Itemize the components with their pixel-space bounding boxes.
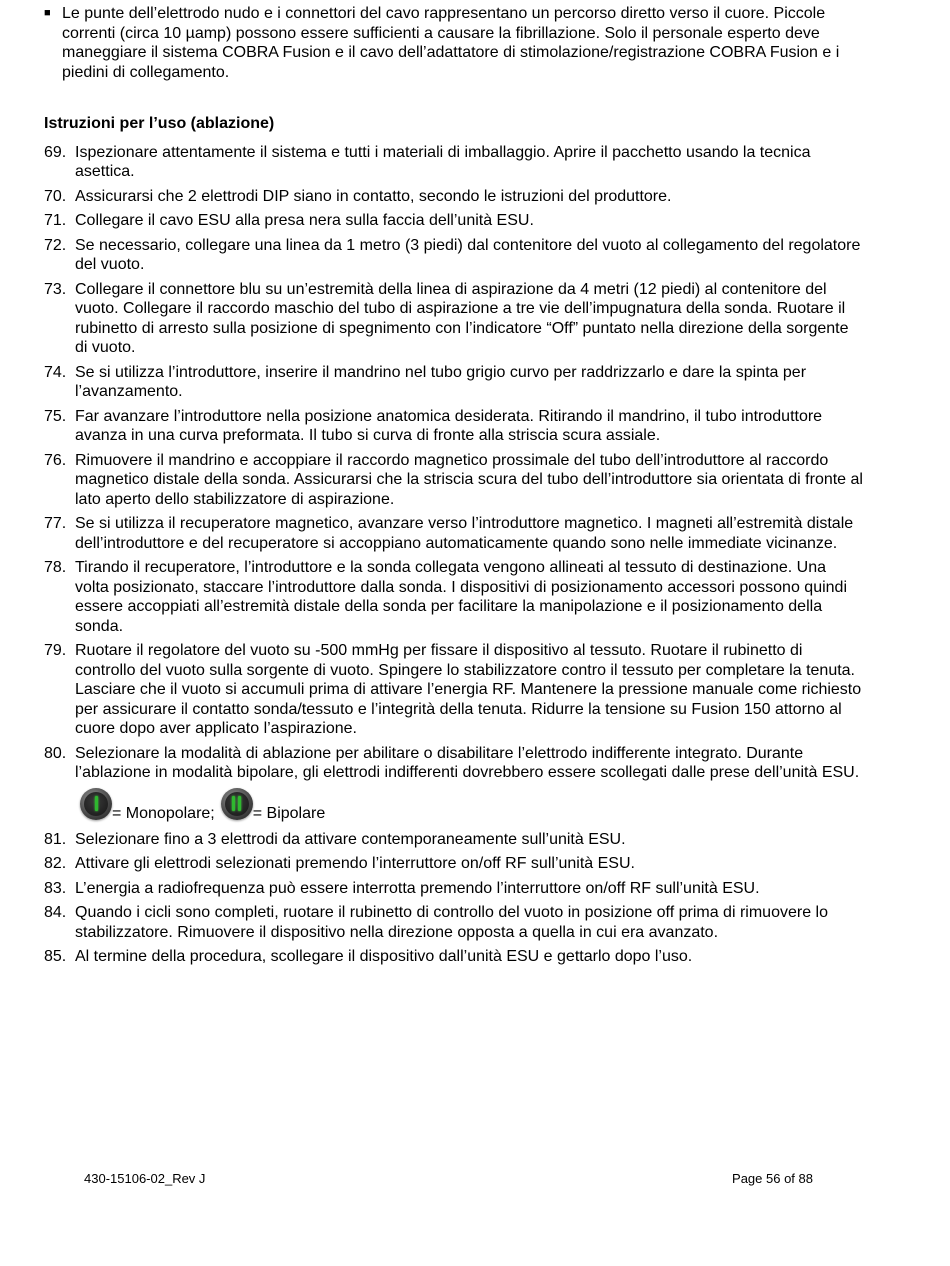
step-number: 82. [44,855,67,872]
step-number: 74. [44,363,67,381]
step-number: 71. [44,212,67,229]
monopolar-label: = Monopolare; [112,805,215,822]
step-number: 69. [44,143,67,161]
step-number: 72. [44,236,67,254]
step-item [44,451,864,510]
step-text: Collegare il connettore blu su un’estremità della linea di aspirazione da 4 metri (12 piedi) al contenitore del vuoto. Collegare il raccordo maschio del tubo di aspirazione a tre vie dell’impugnatura della sonda. Ruotare il rubinetto di arresto sulla posizione di spegnimento con l’indicatore “Off” puntato nella direzione della sorgente di vuoto. [75,280,849,356]
step-item [44,830,864,850]
step-text: Tirando il recuperatore, l’introduttore e la sonda collegata vengono allineati al tessuto di destinazione. Una volta posizionato, staccare l’introduttore dalla sonda. I dispositivi di posizionamento accessori possono quindi essere accoppiati all’estremità distale della sonda per facilitare la manipolazione e il posizionamento della sonda. [75,559,847,635]
step-item [44,280,864,358]
bullet-marker: ■ [44,7,51,19]
bipolar-label: = Bipolare [252,805,326,822]
page-footer [84,1171,813,1186]
step-number: 78. [44,559,67,576]
step-item [44,236,864,275]
step-item [44,744,864,783]
step-item [44,514,864,553]
step-number: 73. [44,280,67,298]
warning-bullet [44,4,864,82]
step-text: Assicurarsi che 2 elettrodi DIP siano in contatto, secondo le istruzioni del produttore. [75,187,672,205]
step-text: Ispezionare attentamente il sistema e tutti i materiali di imballaggio. Aprire il pacchetto usando la tecnica asettica. [75,143,811,180]
step-text: Se necessario, collegare una linea da 1 metro (3 piedi) dal contenitore del vuoto al collegamento del regolatore del vuoto. [75,236,861,273]
step-item [44,947,864,967]
step-text: Ruotare il regolatore del vuoto su -500 mmHg per fissare il dispositivo al tessuto. Ruotare il rubinetto di controllo del vuoto sulla sorgente di vuoto. Spingere lo stabilizzatore contro il tessuto per completare la tenuta. Lasciare che il vuoto si accumuli prima di attivare l’energia RF. Mantenere la pressione manuale come richiesto per assicurare il contatto sonda/tessuto e l’integrità della tenuta. Ridurre la tensione su Fusion 150 attorno al cuore dopo aver applicato l’aspirazione. [75,642,862,737]
ablation-mode-legend [80,788,864,824]
step-number: 85. [44,948,67,965]
step-item [44,187,864,207]
step-item [44,363,864,402]
steps-list [44,143,864,783]
step-text: L’energia a radiofrequenza può essere interrotta premendo l’interruttore on/off RF sull’unità ESU. [75,879,760,897]
step-number: 77. [44,515,67,532]
step-number: 83. [44,879,67,897]
page-number: Page 56 of 88 [732,1171,813,1186]
step-number: 79. [44,642,67,659]
step-text: Selezionare la modalità di ablazione per abilitare o disabilitare l’elettrodo indifferente integrato. Durante l’ablazione in modalità bipolare, gli elettrodi indifferenti dovrebbero essere scollegati dalle prese dell’unità ESU. [75,744,860,781]
step-text: Selezionare fino a 3 elettrodi da attivare contemporaneamente sull’unità ESU. [75,830,626,848]
step-text: Se si utilizza l’introduttore, inserire il mandrino nel tubo grigio curvo per raddrizzarlo e dare la spinta per l’avanzamento. [75,363,807,400]
warning-text: Le punte dell’elettrodo nudo e i connettori del cavo rappresentano un percorso diretto verso il cuore. Piccole correnti (circa 10 µamp) possono essere sufficienti a causare la fibrillazione. Solo il personale esperto deve maneggiare il sistema COBRA Fusion e il cavo dell’adattatore di stimolazione/registrazione COBRA Fusion e i piedini di collegamento. [62,5,840,81]
step-item [44,558,864,636]
document-id: 430-15106-02_Rev J [84,1171,206,1186]
step-item [44,211,864,231]
step-text: Se si utilizza il recuperatore magnetico, avanzare verso l’introduttore magnetico. I magneti all’estremità distale dell’introduttore e del recuperatore si accoppiano automaticamente quando sono nelle immediate vicinanze. [75,515,854,552]
step-text: Al termine della procedura, scollegare il dispositivo dall’unità ESU e gettarlo dopo l’uso. [75,948,693,965]
document-page [44,4,864,972]
step-number: 70. [44,187,67,205]
section-heading: Istruzioni per l’uso (ablazione) [44,115,275,132]
step-number: 84. [44,904,67,921]
step-item [44,903,864,942]
step-text: Attivare gli elettrodi selezionati premendo l’interruttore on/off RF sull’unità ESU. [75,855,635,872]
steps-list [44,830,864,967]
step-item [44,407,864,446]
step-text: Quando i cicli sono completi, ruotare il rubinetto di controllo del vuoto in posizione off prima di rimuovere lo stabilizzatore. Rimuovere il dispositivo nella direzione opposta a quella in cui era avanzato. [75,904,828,941]
step-number: 76. [44,451,67,469]
step-item [44,854,864,874]
bipolar-button-icon [221,788,253,820]
step-number: 81. [44,830,67,848]
step-number: 75. [44,407,67,425]
monopolar-button-icon [80,788,112,820]
step-number: 80. [44,744,67,762]
step-item [44,641,864,739]
step-item [44,143,864,182]
step-item [44,879,864,899]
step-text: Collegare il cavo ESU alla presa nera sulla faccia dell’unità ESU. [75,212,534,229]
step-text: Far avanzare l’introduttore nella posizione anatomica desiderata. Ritirando il mandrino, il tubo introduttore avanza in una curva preformata. Il tubo si curva di fronte alla striscia scura assiale. [75,407,823,444]
step-text: Rimuovere il mandrino e accoppiare il raccordo magnetico prossimale del tubo dell’introduttore al raccordo magnetico distale della sonda. Assicurarsi che la striscia scura del tubo dell’introduttore sia orientata di fronte al lato aperto dello stabilizzatore di aspirazione. [75,451,863,508]
